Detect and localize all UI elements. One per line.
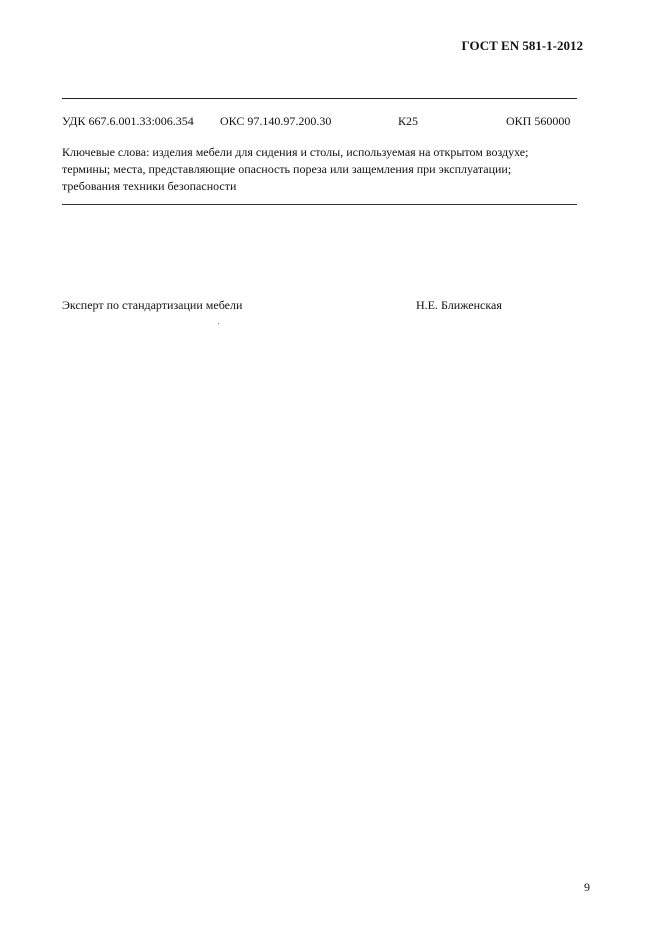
page-number: 9 <box>584 880 590 894</box>
standard-code-header: ГОСТ EN 581-1-2012 <box>461 38 583 53</box>
scan-artifact-dot <box>218 323 219 324</box>
k-code: К25 <box>398 114 419 128</box>
keywords-line-3: требования техники безопасности <box>62 179 237 193</box>
oks-code: ОКС 97.140.97.200.30 <box>220 114 332 128</box>
classification-line <box>62 114 582 130</box>
top-divider <box>62 98 577 99</box>
bottom-divider <box>62 204 577 205</box>
udk-code: УДК 667.6.001.33:006.354 <box>62 114 194 128</box>
keywords-line-1: Ключевые слова: изделия мебели для сидения и столы, используемая на открытом воздухе; <box>62 145 529 159</box>
keywords-block <box>62 144 592 195</box>
okp-code: ОКП 560000 <box>506 114 571 128</box>
keywords-line-2: термины; места, представляющие опасность пореза или защемления при эксплуатации; <box>62 162 512 176</box>
expert-name: Н.Е. Ближенская <box>416 298 502 312</box>
expert-title: Эксперт по стандартизации мебели <box>62 298 243 312</box>
